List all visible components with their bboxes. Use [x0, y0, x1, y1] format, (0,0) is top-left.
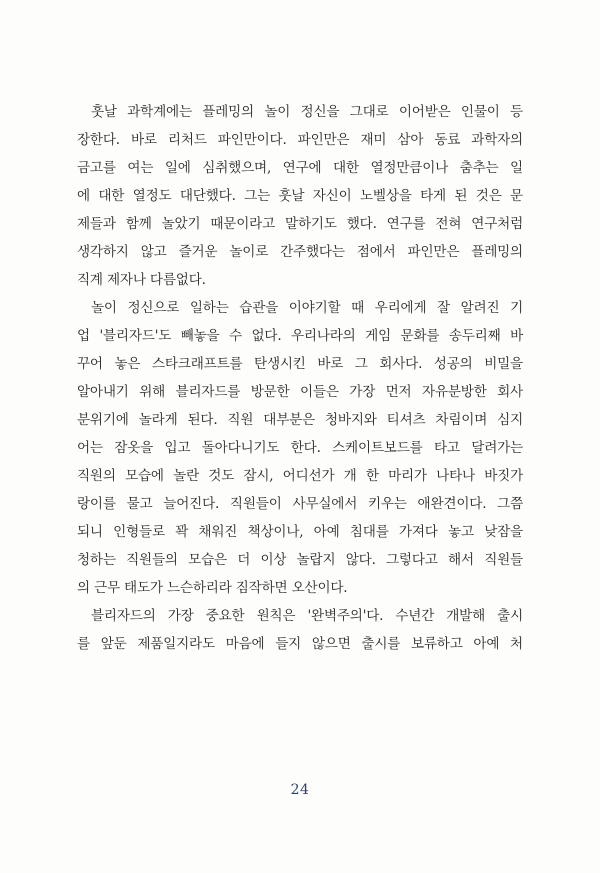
text-line: 놀이 정신으로 일하는 습관을 이야기할 때 우리에게 잘 알려진 기	[91, 300, 523, 316]
text-line: 에 대한 열정도 대단했다. 그는 훗날 자신이 노벨상을 타게 된 것은 문	[77, 188, 523, 204]
text-line: 훗날 과학계에는 플레밍의 놀이 정신을 그대로 이어받은 인물이 등	[91, 104, 523, 120]
text-line: 알아내기 위해 블리자드를 방문한 이들은 가장 먼저 자유분방한 회사	[77, 384, 523, 400]
text-line: 랑이를 물고 늘어진다. 직원들이 사무실에서 키우는 애완견이다. 그쯤	[77, 496, 523, 512]
text-line: 직계 제자나 다름없다.	[77, 272, 206, 288]
text-line: 블리자드의 가장 중요한 원칙은 '완벽주의'다. 수년간 개발해 출시	[91, 608, 523, 624]
text-line: 청하는 직원들의 모습은 더 이상 놀랍지 않다. 그렇다고 해서 직원들	[77, 552, 523, 568]
text-line: 어는 잠옷을 입고 돌아다니기도 한다. 스케이트보드를 타고 달려가는	[77, 440, 523, 456]
text-line: 장한다. 바로 리처드 파인만이다. 파인만은 재미 삼아 동료 과학자의	[77, 132, 523, 148]
text-line: 되니 인형들로 꽉 채워진 책상이나, 아예 침대를 가져다 놓고 낮잠을	[77, 524, 523, 540]
text-line: 분위기에 놀라게 된다. 직원 대부분은 청바지와 티셔츠 차림이며 심지	[77, 412, 523, 428]
text-line: 꾸어 놓은 스타크래프트를 탄생시킨 바로 그 회사다. 성공의 비밀을	[77, 356, 523, 372]
body-text	[77, 98, 523, 658]
text-line: 의 근무 태도가 느슨하리라 짐작하면 오산이다.	[77, 580, 348, 596]
text-line: 제들과 함께 놀았기 때문이라고 말하기도 했다. 연구를 전혀 연구처럼	[77, 216, 523, 232]
text-line: 생각하지 않고 즐거운 놀이로 간주했다는 점에서 파인만은 플레밍의	[77, 244, 523, 260]
text-line: 업 '블리자드'도 빼놓을 수 없다. 우리나라의 게임 문화를 송두리째 바	[77, 328, 523, 344]
page-number: 24	[290, 782, 310, 798]
text-line: 금고를 여는 일에 심취했으며, 연구에 대한 열정만큼이나 춤추는 일	[77, 160, 523, 176]
text-line: 직원의 모습에 놀란 것도 잠시, 어디선가 개 한 마리가 나타나 바짓가	[77, 468, 523, 484]
text-line: 를 앞둔 제품일지라도 마음에 들지 않으면 출시를 보류하고 아예 처	[77, 636, 523, 652]
